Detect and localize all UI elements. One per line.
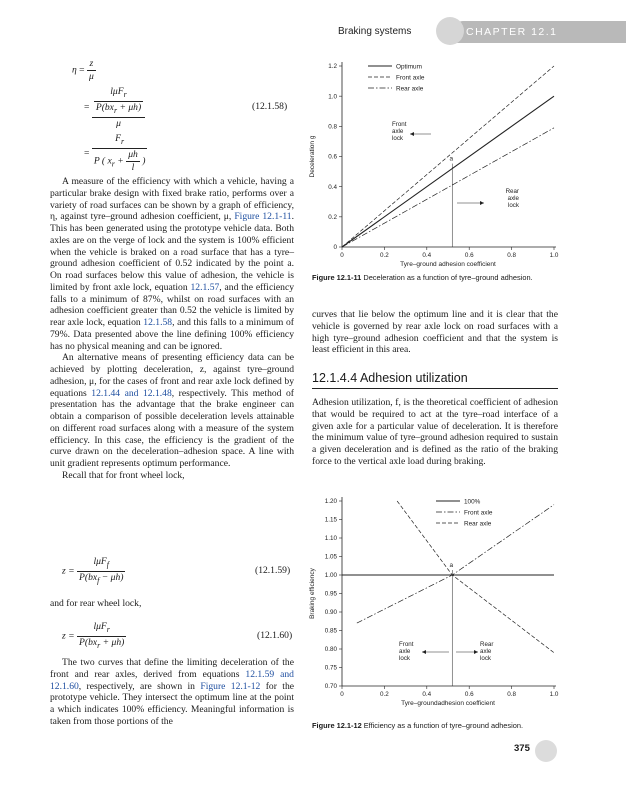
equation-number-12-1-59: (12.1.59)	[255, 565, 291, 576]
right-column-top	[312, 309, 558, 356]
y-tick-label: 1.05	[324, 553, 337, 561]
paragraph-recall-rear: and for rear wheel lock,	[50, 598, 142, 609]
y-tick-label: 1.15	[324, 516, 337, 524]
page-number: 375	[514, 743, 530, 754]
annotation-text: Front	[392, 121, 407, 128]
header-decoration	[436, 17, 464, 45]
y-tick-label: 1.2	[328, 63, 337, 71]
x-tick-label: 0.8	[507, 252, 516, 259]
x-tick-label: 0.4	[422, 691, 432, 698]
figure-12-1-12-chart	[306, 494, 562, 716]
y-tick-label: 0.70	[324, 683, 337, 691]
y-tick-label: 0.2	[328, 214, 337, 222]
paragraph-two-curves: The two curves that define the limiting deceleration of the front and rear axles, derived from equations 12.1.59 and 12.1.60, respectively, are shown in Figure 12.1-12 for the prototype vehicle. They intersect the optimum line at the point a which indicates 100% efficiency. Meaningful information is taken from those portions of the	[50, 657, 294, 727]
y-axis-label: Braking efficiency	[309, 568, 316, 619]
y-tick-label: 0.4	[328, 183, 337, 191]
page-number-decoration	[535, 740, 557, 762]
y-axis-label: Deceleration g	[309, 135, 316, 178]
x-tick-label: 0.8	[507, 691, 516, 698]
x-tick-label: 1.0	[549, 691, 559, 698]
chapter-label: CHAPTER 12.1	[466, 26, 558, 38]
annotation-text: Rear	[505, 188, 519, 195]
y-tick-label: 0.80	[324, 646, 337, 654]
series-line-optimum	[342, 96, 554, 247]
y-tick-label: 0	[333, 244, 337, 252]
y-tick-label: 0.6	[328, 153, 337, 161]
annotation-arrowhead	[480, 201, 484, 205]
x-tick-label: 0.4	[422, 252, 432, 259]
paragraph-recall-front: Recall that for front wheel lock,	[62, 469, 185, 481]
y-tick-label: 1.20	[324, 498, 337, 506]
figure-12-1-11-caption: Figure 12.1-11 Deceleration as a function of tyre–ground adhesion.	[312, 273, 533, 282]
running-header-section: Braking systems	[338, 26, 412, 37]
y-tick-label: 0.95	[324, 590, 337, 598]
equation-number-12-1-58: (12.1.58)	[252, 101, 288, 112]
annotation-text: axle	[507, 195, 519, 202]
y-tick-label: 0.75	[324, 664, 337, 672]
ref-eq-12-1-58[interactable]: 12.1.58	[143, 317, 173, 328]
figure-12-1-11-chart	[306, 56, 562, 271]
x-tick-label: 0	[340, 691, 344, 698]
equation-12-1-59: z = $\frac{l\mu F_f}{P(bx_f - \mu h)}$	[62, 556, 124, 585]
x-tick-label: 0.2	[380, 252, 389, 259]
y-tick-label: 0.8	[328, 123, 337, 131]
section-heading-adhesion-utilization: 12.1.4.4 Adhesion utilization	[312, 371, 558, 389]
paragraph-alternative-means: An alternative means of presenting efficiency data can be achieved by plotting deceleration, z, against tyre–ground adhesion, μ, for the cases of front and rear axle lock defined by equations 12.1.44 and 12.1.48, respectively. This method of presentation has the advantage that the brake engineer can obtain a comparison of possible deceleration levels attainable on different road surfaces along with a measure of the system efficiency. In this case, the efficiency is the gradient of the curve drawn on the deceleration–adhesion space. A line with unit gradient represents optimum performance.	[50, 352, 294, 469]
ref-eq-12-1-57[interactable]: 12.1.57	[190, 281, 220, 293]
x-tick-label: 0	[340, 252, 344, 259]
y-tick-label: 0.90	[324, 609, 337, 617]
series-line-front-axle	[357, 505, 554, 623]
annotation-text: Rear	[480, 641, 494, 648]
y-tick-label: 1.00	[324, 572, 337, 580]
x-tick-label: 0.6	[464, 691, 474, 698]
legend-label: Rear axle	[464, 520, 492, 528]
series-line-rear-axle	[342, 128, 554, 247]
legend-label: Front axle	[396, 74, 425, 82]
legend-label: 100%	[464, 498, 481, 506]
eta-line-3: = $F_r$ P ( $x_r$ + $\frac{\mu h}{l}$ )	[84, 133, 146, 173]
eta-line-1: η = $\frac{z}{\mu}$	[72, 58, 94, 82]
annotation-text: axle	[480, 648, 492, 655]
x-axis-label: Tyre–ground adhesion coefficient	[400, 261, 496, 268]
annotation-text: Front	[399, 641, 414, 648]
annotation-text: lock	[399, 655, 411, 662]
annotation-text: lock	[480, 655, 492, 662]
figure-12-1-12-caption: Figure 12.1-12 Efficiency as a function of tyre–ground adhesion.	[312, 721, 524, 730]
x-tick-label: 0.2	[380, 691, 389, 698]
ref-eq-12-1-59-60[interactable]: 12.1.59 and 12.1.60	[50, 668, 294, 692]
ref-figure-12-1-11[interactable]: Figure 12.1-11	[234, 211, 292, 223]
point-a-label: a	[449, 155, 454, 163]
y-tick-label: 1.0	[328, 93, 337, 101]
equation-12-1-60: z = $\frac{l\mu F_r}{P(bx_r + \mu h)}$	[62, 621, 125, 650]
point-a-label: a	[449, 562, 454, 569]
annotation-text: axle	[392, 128, 404, 135]
chapter-tab	[452, 21, 626, 43]
annotation-arrowhead	[422, 650, 426, 654]
ref-figure-12-1-12[interactable]: Figure 12.1-12	[200, 680, 261, 692]
left-column-final	[50, 657, 294, 728]
eta-line-2: = $\frac{\frac{l\mu F_r}{P(bx_r + \mu h)}}{\mu}$	[84, 86, 145, 130]
annotation-arrowhead	[474, 650, 478, 654]
paragraph-curves-below: curves that lie below the optimum line and it is clear that the vehicle is governed by rear axle lock on road surfaces with a high tyre–ground adhesion coefficient and that the system is least efficient in this area.	[312, 309, 558, 356]
x-tick-label: 0.6	[464, 252, 474, 259]
left-column	[50, 176, 294, 482]
legend-label: Rear axle	[396, 85, 424, 93]
y-tick-label: 1.10	[324, 535, 337, 543]
series-line-front-axle	[342, 66, 554, 247]
annotation-text: lock	[392, 135, 404, 142]
y-tick-label: 0.85	[324, 627, 337, 635]
ref-eq-12-1-44-48[interactable]: 12.1.44 and 12.1.48	[91, 387, 172, 399]
right-column-adhesion	[312, 397, 558, 468]
paragraph-efficiency-measure: A measure of the efficiency with which a vehicle, having a particular brake design with fixed brake ratio, performs over a variety of road surfaces can be shown by a graph of efficiency, η, against tyre–ground adhesion coefficient, μ, Figure 12.1-11. This has been generated using the prototype vehicle data. Both axles are on the verge of lock and the system is 100% efficient when the vehicle is braked on a road surface that has a tyre–ground adhesion coefficient of 0.52 indicated by the point a. On road surfaces below this value of adhesion, the vehicle is limited by front axle lock, equation 12.1.57, and the efficiency falls to a minimum of 87%, whilst on road surfaces with an adhesion coefficient greater than 0.52 the vehicle is limited by rear axle lock, equation 12.1.58, and this falls to a minimum of 79%. Data presented above the line defining 100% efficiency has no physical meaning and can be ignored.	[50, 176, 294, 352]
legend-label: Front axle	[464, 509, 493, 517]
equation-number-12-1-60: (12.1.60)	[257, 630, 293, 641]
annotation-text: lock	[507, 202, 519, 209]
paragraph-adhesion-utilization: Adhesion utilization, f, is the theoretical coefficient of adhesion that would be required to act at the tyre–road interface of a given axle for a particular value of deceleration. It is therefore the minimum value of tyre–ground adhesion required to sustain a given deceleration and is defined as the ratio of the braking force to the vertical axle load during braking.	[312, 397, 558, 467]
x-axis-label: Tyre–groundadhesion coefficient	[401, 700, 495, 707]
legend-label: Optimum	[396, 63, 422, 71]
x-tick-label: 1.0	[549, 252, 559, 259]
left-column-rear-intro	[50, 598, 294, 610]
annotation-text: axle	[399, 648, 411, 655]
annotation-arrowhead	[410, 132, 414, 136]
